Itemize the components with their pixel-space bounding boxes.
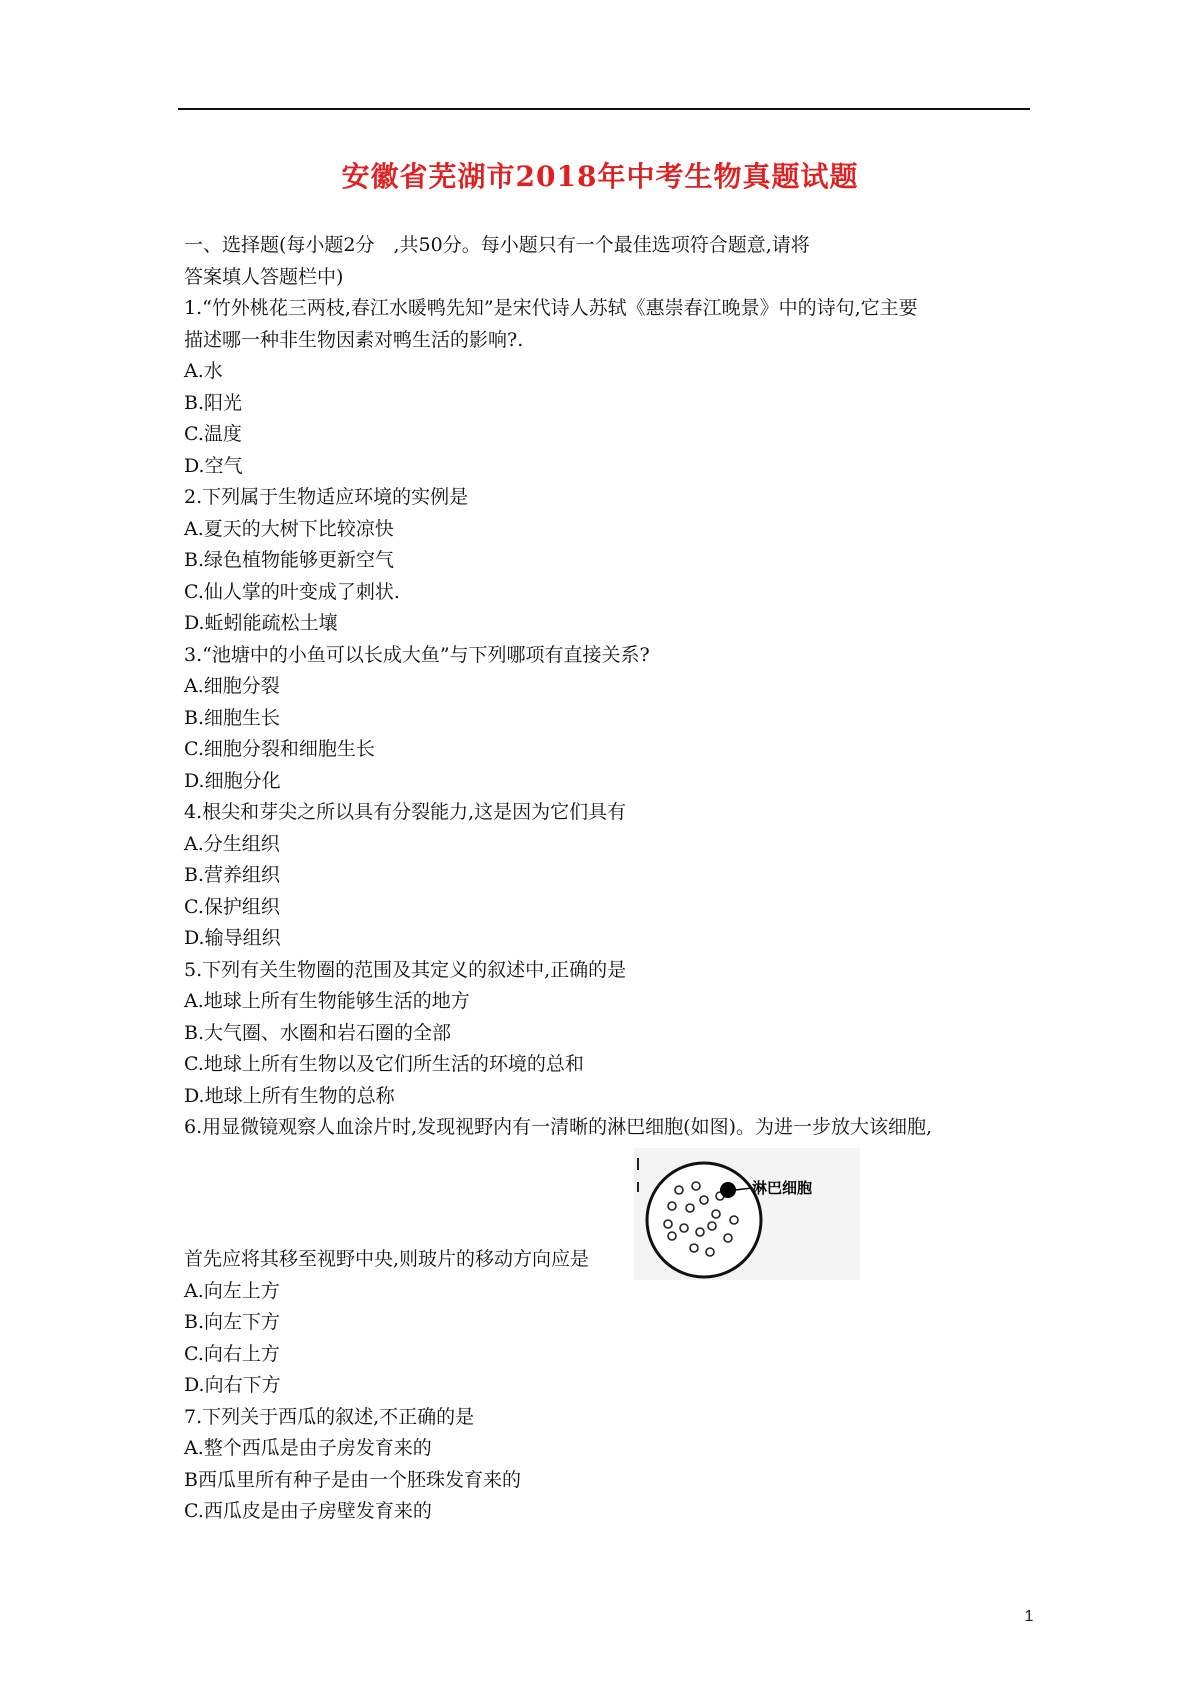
q6-figure-row xyxy=(184,1144,1034,1276)
section-header-line1: 一、选择题(每小题2分 ,共50分。每小题只有一个最佳选项符合题意,请将 xyxy=(184,234,810,256)
q6-option-d: D.向右下方 xyxy=(184,1374,281,1396)
document-title: 安徽省芜湖市2018年中考生物真题试题 xyxy=(341,160,859,193)
q1-stem-line1: 1.“竹外桃花三两枝,春江水暖鸭先知”是宋代诗人苏轼《惠崇春江晚景》中的诗句,它主要 xyxy=(184,297,918,319)
q5-option-a: A.地球上所有生物能够生活的地方 xyxy=(184,990,470,1012)
q7-option-c: C.西瓜皮是由子房壁发育来的 xyxy=(184,1500,432,1522)
q6-option-c: C.向右上方 xyxy=(184,1342,280,1365)
q4-option-d: D.输导组织 xyxy=(184,927,281,949)
q5-stem: 5.下列有关生物圈的范围及其定义的叙述中,正确的是 xyxy=(184,958,627,981)
q5-option-b: B.大气圈、水圈和岩石圈的全部 xyxy=(184,1021,452,1044)
exam-content xyxy=(184,230,1034,1528)
q5-option-c: C.地球上所有生物以及它们所生活的环境的总和 xyxy=(184,1053,584,1075)
section-header-line2: 答案填人答题栏中) xyxy=(184,265,344,288)
q2-stem: 2.下列属于生物适应环境的实例是 xyxy=(184,486,469,508)
q5-option-d: D.地球上所有生物的总称 xyxy=(184,1084,395,1107)
q6-stem-line1: 6.用显微镜观察人血涂片时,发现视野内有一清晰的淋巴细胞(如图)。为进一步放大该细胞, xyxy=(184,1116,933,1138)
q3-option-d: D.细胞分化 xyxy=(184,769,281,792)
q2-option-b: B.绿色植物能够更新空气 xyxy=(184,549,395,571)
q4-stem: 4.根尖和芽尖之所以具有分裂能力,这是因为它们具有 xyxy=(184,801,627,823)
q2-option-d: D.蚯蚓能疏松土壤 xyxy=(184,612,338,634)
q2-option-a: A.夏天的大树下比较凉快 xyxy=(184,517,394,540)
q1-option-a: A.水 xyxy=(184,360,223,382)
q7-option-b: B西瓜里所有种子是由一个胚珠发育来的 xyxy=(184,1468,521,1491)
q3-stem: 3.“池塘中的小鱼可以长成大鱼”与下列哪项有直接关系? xyxy=(184,643,650,666)
q2-option-c: C.仙人掌的叶变成了刺状. xyxy=(184,580,400,603)
q3-option-c: C.细胞分裂和细胞生长 xyxy=(184,738,375,760)
q6-stem-line2: 首先应将其移至视野中央,则玻片的移动方向应是 xyxy=(184,1248,590,1270)
header-rule xyxy=(178,108,1030,110)
microscope-field-figure xyxy=(634,1148,860,1280)
q1-option-c: C.温度 xyxy=(184,423,242,445)
page-number: 1 xyxy=(1024,1608,1034,1625)
lymphocyte-label: 淋巴细胞 xyxy=(752,1178,813,1197)
q4-option-b: B.营养组织 xyxy=(184,864,281,886)
q7-stem: 7.下列关于西瓜的叙述,不正确的是 xyxy=(184,1405,475,1428)
q6-option-a: A.向左上方 xyxy=(184,1279,280,1302)
q1-stem-line2: 描述哪一种非生物因素对鸭生活的影响?. xyxy=(184,328,524,351)
q4-option-c: C.保护组织 xyxy=(184,895,280,918)
q4-option-a: A.分生组织 xyxy=(184,832,280,855)
q1-option-d: D.空气 xyxy=(184,454,243,477)
q3-option-a: A.细胞分裂 xyxy=(184,675,280,697)
q1-option-b: B.阳光 xyxy=(184,391,243,414)
q3-option-b: B.细胞生长 xyxy=(184,706,281,729)
lymphocyte-cell xyxy=(720,1182,736,1198)
field-of-view-circle xyxy=(647,1163,761,1277)
q6-option-b: B.向左下方 xyxy=(184,1311,281,1333)
q7-option-a: A.整个西瓜是由子房发育来的 xyxy=(184,1437,432,1459)
